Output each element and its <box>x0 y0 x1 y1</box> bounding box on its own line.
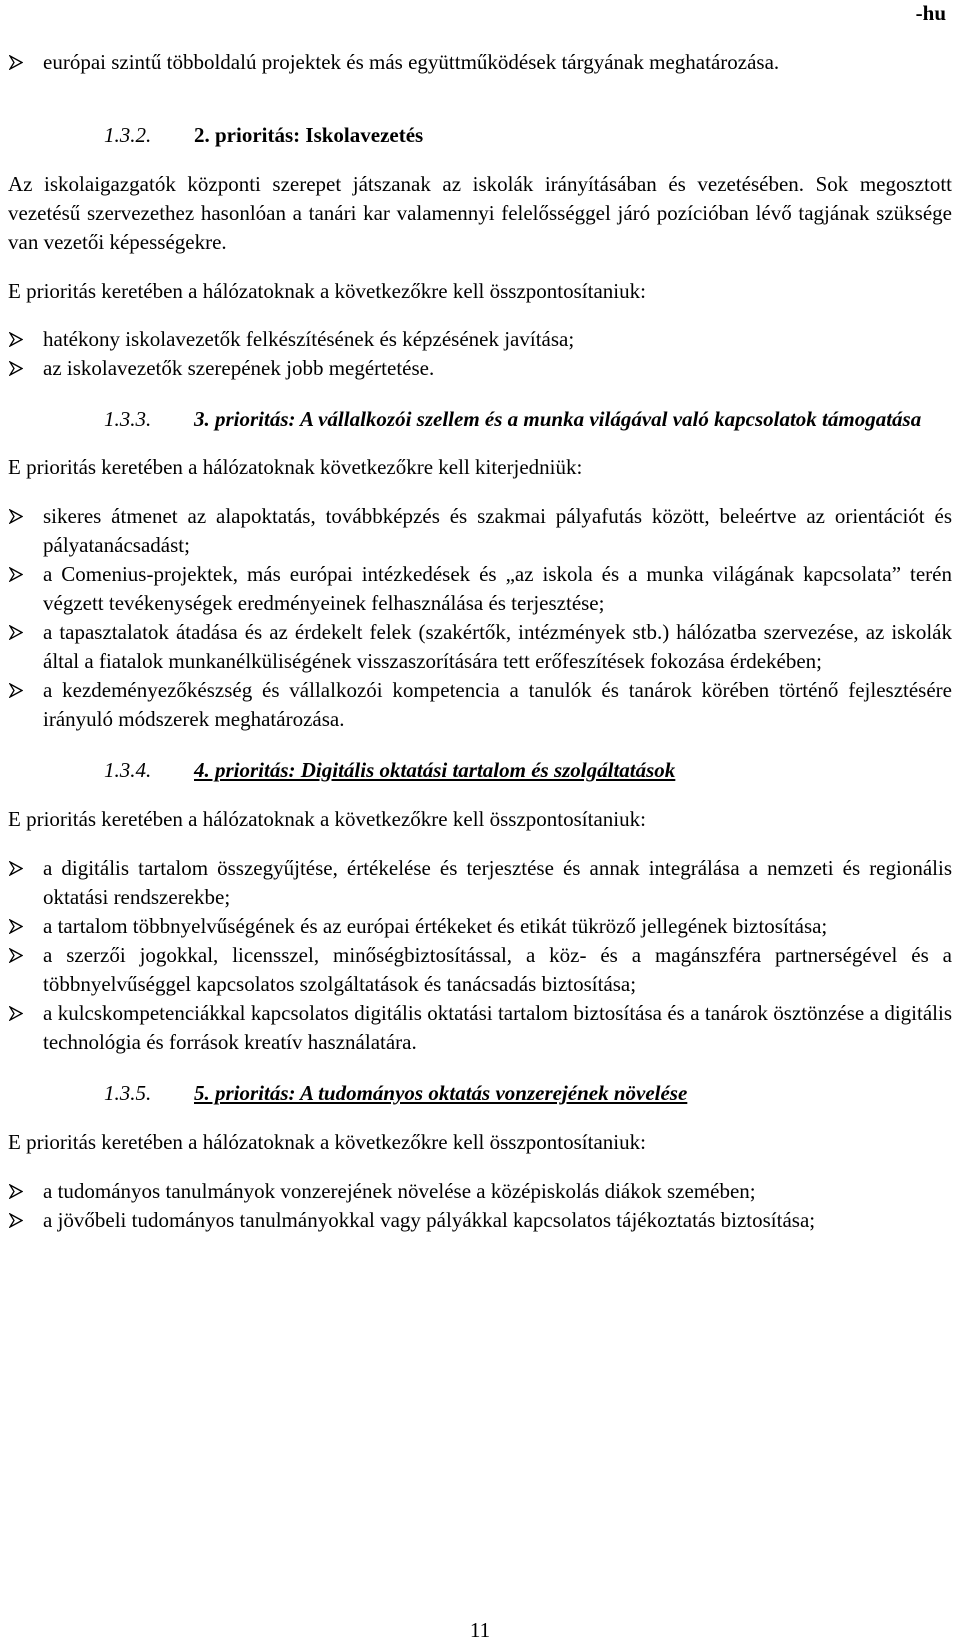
list-item <box>8 941 952 999</box>
section-heading <box>8 1079 952 1108</box>
section-heading <box>8 405 952 434</box>
bullet-text: sikeres átmenet az alapoktatás, továbbképzés és szakmai pályafutás között, beleértve az orientációt és pályatanácsadást; <box>43 504 952 557</box>
list-item <box>8 912 952 941</box>
top-bullet-list <box>8 48 952 77</box>
section-number: 1.3.5. <box>104 1081 152 1105</box>
arrowhead-bullet-icon <box>9 1006 23 1021</box>
section-title: 3. prioritás: A vállalkozói szellem és a munka világával való kapcsolatok támogatása <box>194 407 922 431</box>
list-item <box>8 502 952 560</box>
bullet-text: a szerzői jogokkal, licensszel, minőségbiztosítással, a köz- és a magánszféra partnerségével és a többnyelvűséggel kapcsolatos szolgáltatások és tanácsadás biztosítása; <box>43 943 952 996</box>
bullet-list <box>8 854 952 1057</box>
list-item <box>8 1177 952 1206</box>
list-item <box>8 676 952 734</box>
arrowhead-bullet-icon <box>9 332 23 347</box>
bullet-text: hatékony iskolavezetők felkészítésének és képzésének javítása; <box>43 327 575 351</box>
page-content <box>8 48 952 1235</box>
paragraph: E prioritás keretében a hálózatoknak a következőkre kell összpontosítaniuk: <box>8 1130 646 1154</box>
section-number: 1.3.3. <box>104 407 152 431</box>
arrowhead-bullet-icon <box>9 509 23 524</box>
bullet-list <box>8 325 952 383</box>
section-heading <box>8 756 952 785</box>
list-item <box>8 354 952 383</box>
arrowhead-bullet-icon <box>9 683 23 698</box>
bullet-text: a Comenius-projektek, más európai intézkedések és „az iskola és a munka világának kapcsolata” terén végzett tevékenységek eredményeinek felhasználása és terjesztése; <box>43 562 952 615</box>
arrowhead-bullet-icon <box>9 625 23 640</box>
bullet-list <box>8 1177 952 1235</box>
paragraph: Az iskolaigazgatók központi szerepet játszanak az iskolák irányításában és vezetésében. Sok megosztott vezetésű szervezethez hasonlóan a tanári kar valamennyi felelősséggel járó pozícióban lévő tagjának szüksége van vezetői képességekre. <box>8 172 952 254</box>
bullet-text: a kulcskompetenciákkal kapcsolatos digitális oktatási tartalom biztosítása és a tanárok ösztönzése a digitális technológia és források kreatív használatára. <box>43 1001 952 1054</box>
arrowhead-bullet-icon <box>9 1213 23 1228</box>
bullet-text: európai szintű többoldalú projektek és más együttműködések tárgyának meghatározása. <box>43 50 780 74</box>
arrowhead-bullet-icon <box>9 361 23 376</box>
paragraph: E prioritás keretében a hálózatoknak a következőkre kell összpontosítaniuk: <box>8 807 646 831</box>
section-title: 2. prioritás: Iskolavezetés <box>194 123 424 147</box>
bullet-text: a tapasztalatok átadása és az érdekelt felek (szakértők, intézmények stb.) hálózatba szervezése, az iskolák által a fiatalok munkanélküliségének visszaszorítására tett erőfeszítések fokozása érdekében; <box>43 620 952 673</box>
arrowhead-bullet-icon <box>9 948 23 963</box>
list-item <box>8 618 952 676</box>
list-item <box>8 854 952 912</box>
bullet-text: a jövőbeli tudományos tanulmányokkal vagy pályákkal kapcsolatos tájékoztatás biztosítása; <box>43 1208 816 1232</box>
list-item <box>8 1206 952 1235</box>
section-title: 5. prioritás: A tudományos oktatás vonzerejének növelése <box>194 1081 688 1105</box>
arrowhead-bullet-icon <box>9 55 23 70</box>
arrowhead-bullet-icon <box>9 861 23 876</box>
bullet-text: a digitális tartalom összegyűjtése, értékelése és terjesztése és annak integrálása a nemzeti és regionális oktatási rendszerekbe; <box>43 856 952 909</box>
section-number: 1.3.2. <box>104 123 152 147</box>
page-number: 11 <box>469 1618 491 1642</box>
list-item <box>8 999 952 1057</box>
paragraph: E prioritás keretében a hálózatoknak a következőkre kell összpontosítaniuk: <box>8 279 646 303</box>
bullet-list <box>8 502 952 734</box>
section-heading <box>8 121 952 150</box>
bullet-text: a tudományos tanulmányok vonzerejének növelése a középiskolás diákok szemében; <box>43 1179 756 1203</box>
list-item <box>8 48 952 77</box>
bullet-text: az iskolavezetők szerepének jobb megértetése. <box>43 356 435 380</box>
bullet-text: a tartalom többnyelvűségének és az európai értékeket és etikát tükröző jellegének biztosítása; <box>43 914 828 938</box>
arrowhead-bullet-icon <box>9 1184 23 1199</box>
section-number: 1.3.4. <box>104 758 152 782</box>
section-title: 4. prioritás: Digitális oktatási tartalom és szolgáltatások <box>194 758 676 782</box>
list-item <box>8 560 952 618</box>
bullet-text: a kezdeményezőkészség és vállalkozói kompetencia a tanulók és tanárok körében történő fejlesztésére irányuló módszerek meghatározása. <box>43 678 952 731</box>
list-item <box>8 325 952 354</box>
document-code: -hu <box>915 1 946 25</box>
paragraph: E prioritás keretében a hálózatoknak következőkre kell kiterjedniük: <box>8 455 583 479</box>
arrowhead-bullet-icon <box>9 919 23 934</box>
arrowhead-bullet-icon <box>9 567 23 582</box>
